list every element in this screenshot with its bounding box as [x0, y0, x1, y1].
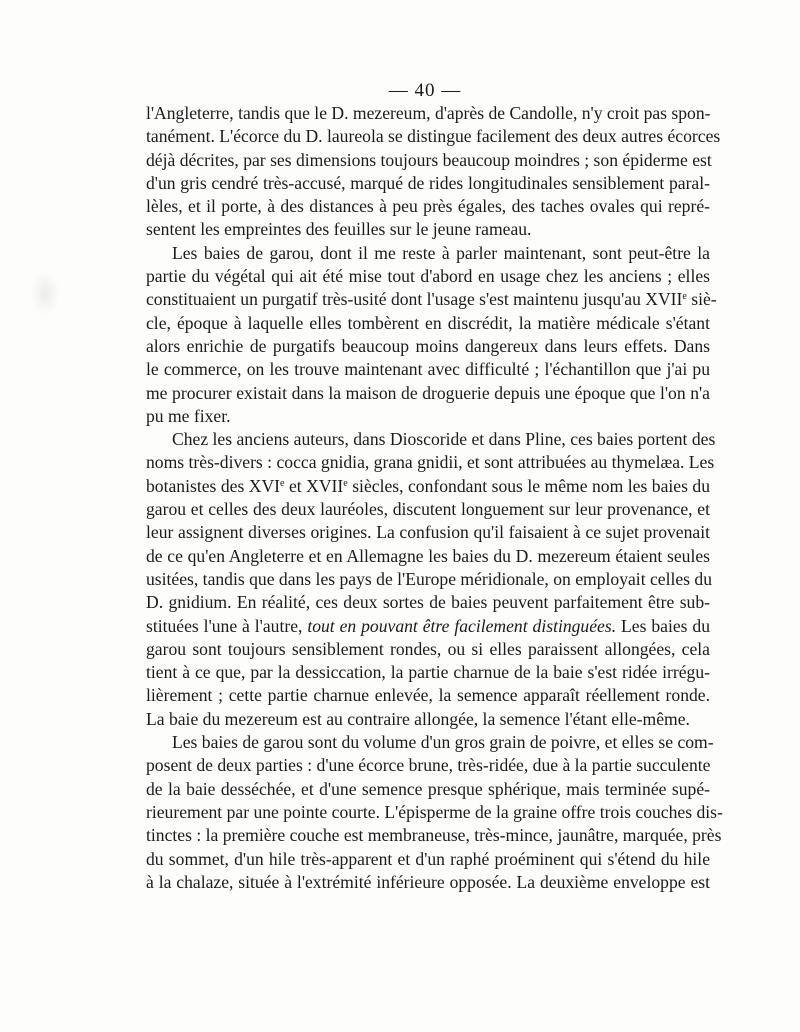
text-segment: siè-: [686, 289, 717, 310]
text-line: rieurement par une pointe courte. L'épisperme de la graine offre trois couches dis-: [146, 801, 723, 822]
superscript: e: [682, 291, 687, 303]
page-number: — 40 —: [388, 80, 462, 101]
text-segment: botanistes des XVI: [146, 475, 281, 496]
paragraph-3: [146, 428, 716, 731]
text-line: l'Angleterre, tandis que le D. mezereum, d'après de Candolle, n'y croit pas spon-: [146, 103, 711, 123]
text-line: de la baie desséchée, et d'une semence presque sphérique, mais terminée supé-: [146, 778, 710, 799]
text-line: sentent les empreintes des feuilles sur le jeune rameau.: [146, 219, 532, 240]
paragraph-1: [146, 102, 721, 242]
text-line: noms très-divers : cocca gnidia, grana gnidii, et sont attribuées au thymelæa. Les: [146, 452, 715, 473]
text-line: Les baies de garou sont du volume d'un gros grain de poivre, et elles se com-: [172, 732, 714, 753]
superscript: e: [280, 477, 285, 489]
body-text: [146, 102, 723, 894]
text-line: pu me fixer.: [146, 405, 231, 426]
text-line: cle, époque à laquelle elles tombèrent en discrédit, la matière médicale s'étant: [146, 312, 710, 333]
text-segment: stituées l'une à l'autre,: [146, 615, 308, 636]
text-line: garou et celles des deux lauréoles, discutent longuement sur leur provenance, et: [146, 499, 710, 520]
text-line: me procurer existait dans la maison de droguerie depuis une époque que l'on n'a: [146, 382, 710, 403]
text-line: le commerce, on les trouve maintenant avec difficulté ; l'échantillon que j'ai pu: [146, 359, 710, 380]
text-line: du sommet, d'un hile très-apparent et d'un raphé proéminent qui s'étend du hile: [146, 848, 710, 869]
text-line: garou sont toujours sensiblement rondes, ou si elles paraissent allongées, cela: [146, 638, 710, 659]
text-line: lièrement ; cette partie charnue enlevée, la semence apparaît réellement ronde.: [146, 685, 710, 706]
text-line: déjà décrites, par ses dimensions toujours beaucoup moindres ; son épiderme est: [146, 149, 712, 170]
text-line: [146, 615, 710, 638]
text-line: lèles, et il porte, à des distances à peu près égales, des taches ovales qui repré-: [146, 196, 710, 217]
text-line: alors enrichie de purgatifs beaucoup moins dangereux dans leurs effets. Dans: [146, 335, 710, 356]
text-line: tanément. L'écorce du D. laureola se distingue facilement des deux autres écorces: [146, 126, 721, 147]
text-segment: constituaient un purgatif très-usité dont l'usage s'est maintenu jusqu'au XVII: [146, 289, 683, 310]
text-segment: siècles, confondant sous le même nom les baies du: [347, 475, 710, 496]
text-line: partie du végétal qui ait été mise tout d'abord en usage chez les anciens ; elles: [146, 266, 710, 287]
paper-stain: [30, 272, 60, 316]
text-line: La baie du mezereum est au contraire allongée, la semence l'étant elle-même.: [146, 708, 690, 729]
text-line: Les baies de garou, dont il me reste à parler maintenant, sont peut-être la: [172, 242, 710, 263]
text-line: usitées, tandis que dans les pays de l'Europe méridionale, on employait celles du: [146, 568, 713, 589]
text-segment: Les baies du: [616, 615, 710, 636]
text-line: de ce qu'en Angleterre et en Allemagne les baies du D. mezereum étaient seules: [146, 545, 710, 566]
text-line: posent de deux parties : d'une écorce brune, très-ridée, due à la partie succulente: [146, 755, 711, 776]
paragraph-4: [146, 731, 723, 894]
paragraph-2: [146, 242, 717, 428]
text-line: tient à ce que, par la dessiccation, la partie charnue de la baie s'est ridée irrégu-: [146, 662, 710, 683]
text-line: Chez les anciens auteurs, dans Dioscoride et dans Pline, ces baies portent des: [172, 429, 716, 450]
superscript: e: [343, 477, 348, 489]
text-line: [146, 288, 717, 311]
text-line: leur assignent diverses origines. La confusion qu'il faisaient à ce sujet provenait: [146, 522, 710, 543]
text-segment: et XVII: [284, 475, 344, 496]
text-line: tinctes : la première couche est membraneuse, très-mince, jaunâtre, marquée, près: [146, 825, 722, 846]
text-line: D. gnidium. En réalité, ces deux sortes de baies peuvent parfaitement être sub-: [146, 592, 710, 613]
text-line: d'un gris cendré très-accusé, marqué de rides longitudinales sensiblement paral-: [146, 172, 710, 193]
italic-emphasis: tout en pouvant être facilement distinguées.: [307, 615, 617, 636]
text-line: [146, 475, 710, 498]
text-line: à la chalaze, située à l'extrémité inférieure opposée. La deuxième enveloppe est: [146, 871, 710, 892]
